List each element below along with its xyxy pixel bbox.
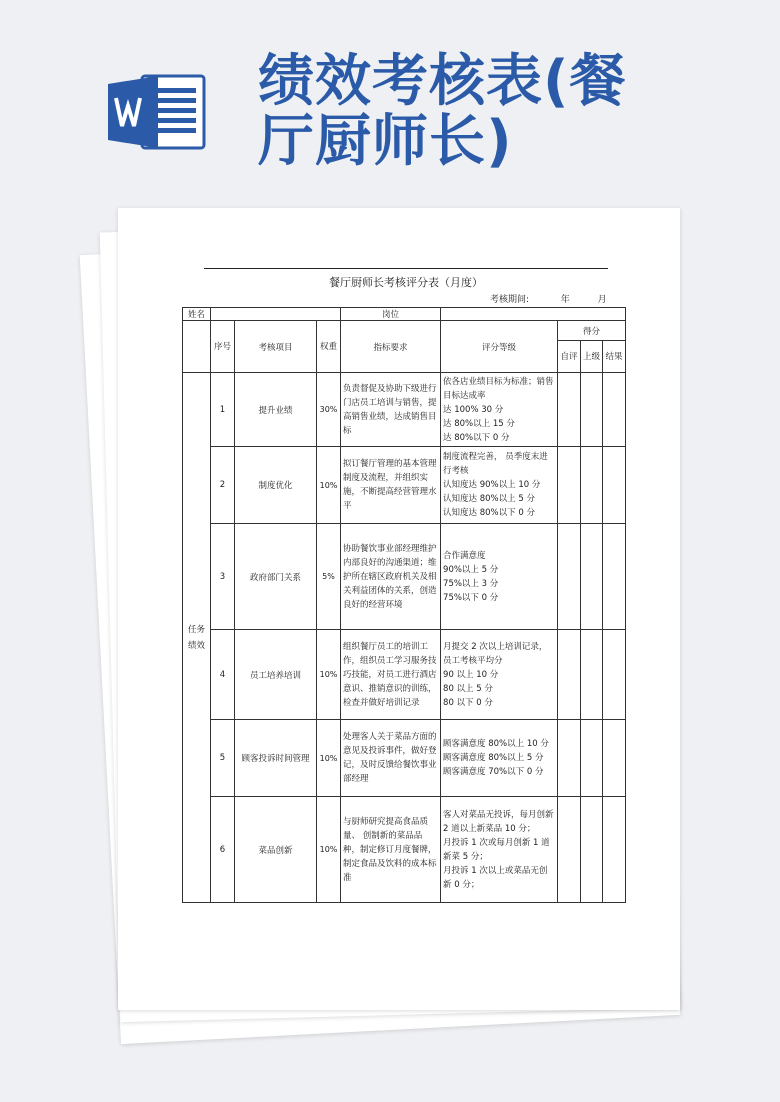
row-weight: 10% xyxy=(317,630,341,720)
grading-header: 评分等级 xyxy=(441,321,558,373)
score-header: 得分 xyxy=(558,321,626,341)
assessment-period xyxy=(490,292,610,305)
result-score-cell[interactable] xyxy=(603,524,626,630)
row-item: 提升业绩 xyxy=(235,373,317,447)
self-score-cell[interactable] xyxy=(558,373,581,447)
result-score-header: 结果 xyxy=(603,341,626,373)
name-row xyxy=(183,308,626,321)
banner-title: 绩效考核表(餐厅厨师长) xyxy=(258,49,627,174)
row-grading: 顾客满意度 80%以上 10 分 顾客满意度 80%以上 5 分 顾客满意度 70%以下 0 分 xyxy=(441,720,558,797)
table-row xyxy=(183,630,626,720)
document-page xyxy=(118,208,680,1010)
row-requirement: 组织餐厅员工的培训工作，组织员工学习服务技巧技能，对员工进行酒店意识、推销意识的训练，检查并做好培训记录 xyxy=(341,630,441,720)
superior-score-cell[interactable] xyxy=(581,720,603,797)
weight-header: 权重 xyxy=(317,321,341,373)
name-field[interactable] xyxy=(211,308,341,321)
row-seq: 2 xyxy=(211,447,235,524)
position-label: 岗位 xyxy=(341,308,441,321)
self-score-cell[interactable] xyxy=(558,447,581,524)
row-requirement: 处理客人关于菜品方面的意见及投诉事件，做好登记，及时反馈给餐饮事业部经理 xyxy=(341,720,441,797)
result-score-cell[interactable] xyxy=(603,630,626,720)
self-score-cell[interactable] xyxy=(558,524,581,630)
table-row xyxy=(183,447,626,524)
row-item: 菜品创新 xyxy=(235,797,317,903)
row-item: 顾客投诉时间管理 xyxy=(235,720,317,797)
table-row xyxy=(183,524,626,630)
word-document-icon xyxy=(108,72,206,152)
row-requirement: 负责督促及协助下级进行门店员工培训与销售，提高销售业绩，达成销售目标 xyxy=(341,373,441,447)
row-weight: 5% xyxy=(317,524,341,630)
row-grading: 依各店业绩目标为标准；销售目标达成率 达 100% 30 分 达 80%以上 15 分 达 80%以下 0 分 xyxy=(441,373,558,447)
header-row xyxy=(183,321,626,341)
row-seq: 1 xyxy=(211,373,235,447)
table-row xyxy=(183,720,626,797)
superior-score-cell[interactable] xyxy=(581,797,603,903)
row-requirement: 与厨师研究提高食品质量、 创制新的菜品品种，制定修订月度餐牌，制定食品及饮料的成本标准 xyxy=(341,797,441,903)
requirement-header: 指标要求 xyxy=(341,321,441,373)
seq-header: 序号 xyxy=(211,321,235,373)
row-seq: 6 xyxy=(211,797,235,903)
row-grading: 客人对菜品无投诉，每月创新 2 道以上新菜品 10 分； 月投诉 1 次或每月创新 1 道新菜 5 分； 月投诉 1 次以上或菜品无创新 0 分； xyxy=(441,797,558,903)
result-score-cell[interactable] xyxy=(603,447,626,524)
row-weight: 10% xyxy=(317,797,341,903)
row-seq: 3 xyxy=(211,524,235,630)
superior-score-header: 上级 xyxy=(581,341,603,373)
title-rule xyxy=(204,268,608,269)
row-grading: 合作满意度 90%以上 5 分 75%以上 3 分 75%以下 0 分 xyxy=(441,524,558,630)
superior-score-cell[interactable] xyxy=(581,447,603,524)
row-requirement: 拟订餐厅管理的基本管理制度及流程，并组织实施，不断提高经营管理水平 xyxy=(341,447,441,524)
row-item: 制度优化 xyxy=(235,447,317,524)
self-score-cell[interactable] xyxy=(558,630,581,720)
month-label: 月 xyxy=(597,295,607,305)
self-score-header: 自评 xyxy=(558,341,581,373)
self-score-cell[interactable] xyxy=(558,720,581,797)
superior-score-cell[interactable] xyxy=(581,630,603,720)
row-grading: 月提交 2 次以上培训记录，员工考核平均分 90 以上 10 分 80 以上 5 分 80 以下 0 分 xyxy=(441,630,558,720)
category-cell: 任务绩效 xyxy=(183,373,211,903)
row-item: 政府部门关系 xyxy=(235,524,317,630)
table-row xyxy=(183,373,626,447)
row-seq: 4 xyxy=(211,630,235,720)
row-weight: 30% xyxy=(317,373,341,447)
result-score-cell[interactable] xyxy=(603,797,626,903)
table-row xyxy=(183,797,626,903)
row-item: 员工培养培训 xyxy=(235,630,317,720)
document-title: 餐厅厨师长考核评分表（月度） xyxy=(329,276,483,289)
self-score-cell[interactable] xyxy=(558,797,581,903)
item-header: 考核项目 xyxy=(235,321,317,373)
position-field[interactable] xyxy=(441,308,626,321)
category-header-cell xyxy=(183,321,211,373)
assessment-table xyxy=(182,307,626,903)
row-requirement: 协助餐饮事业部经理维护内部良好的沟通渠道；维护所在辖区政府机关及相关利益团体的关系，创造良好的经营环境 xyxy=(341,524,441,630)
row-seq: 5 xyxy=(211,720,235,797)
year-label: 年 xyxy=(560,295,570,305)
row-weight: 10% xyxy=(317,447,341,524)
result-score-cell[interactable] xyxy=(603,720,626,797)
row-weight: 10% xyxy=(317,720,341,797)
result-score-cell[interactable] xyxy=(603,373,626,447)
superior-score-cell[interactable] xyxy=(581,524,603,630)
name-label: 姓名 xyxy=(183,308,211,321)
superior-score-cell[interactable] xyxy=(581,373,603,447)
period-label: 考核期间: xyxy=(490,295,530,305)
row-grading: 制度流程完善， 员季度末进行考核 认知度达 90%以上 10 分 认知度达 80%以上 5 分 认知度达 80%以下 0 分 xyxy=(441,447,558,524)
